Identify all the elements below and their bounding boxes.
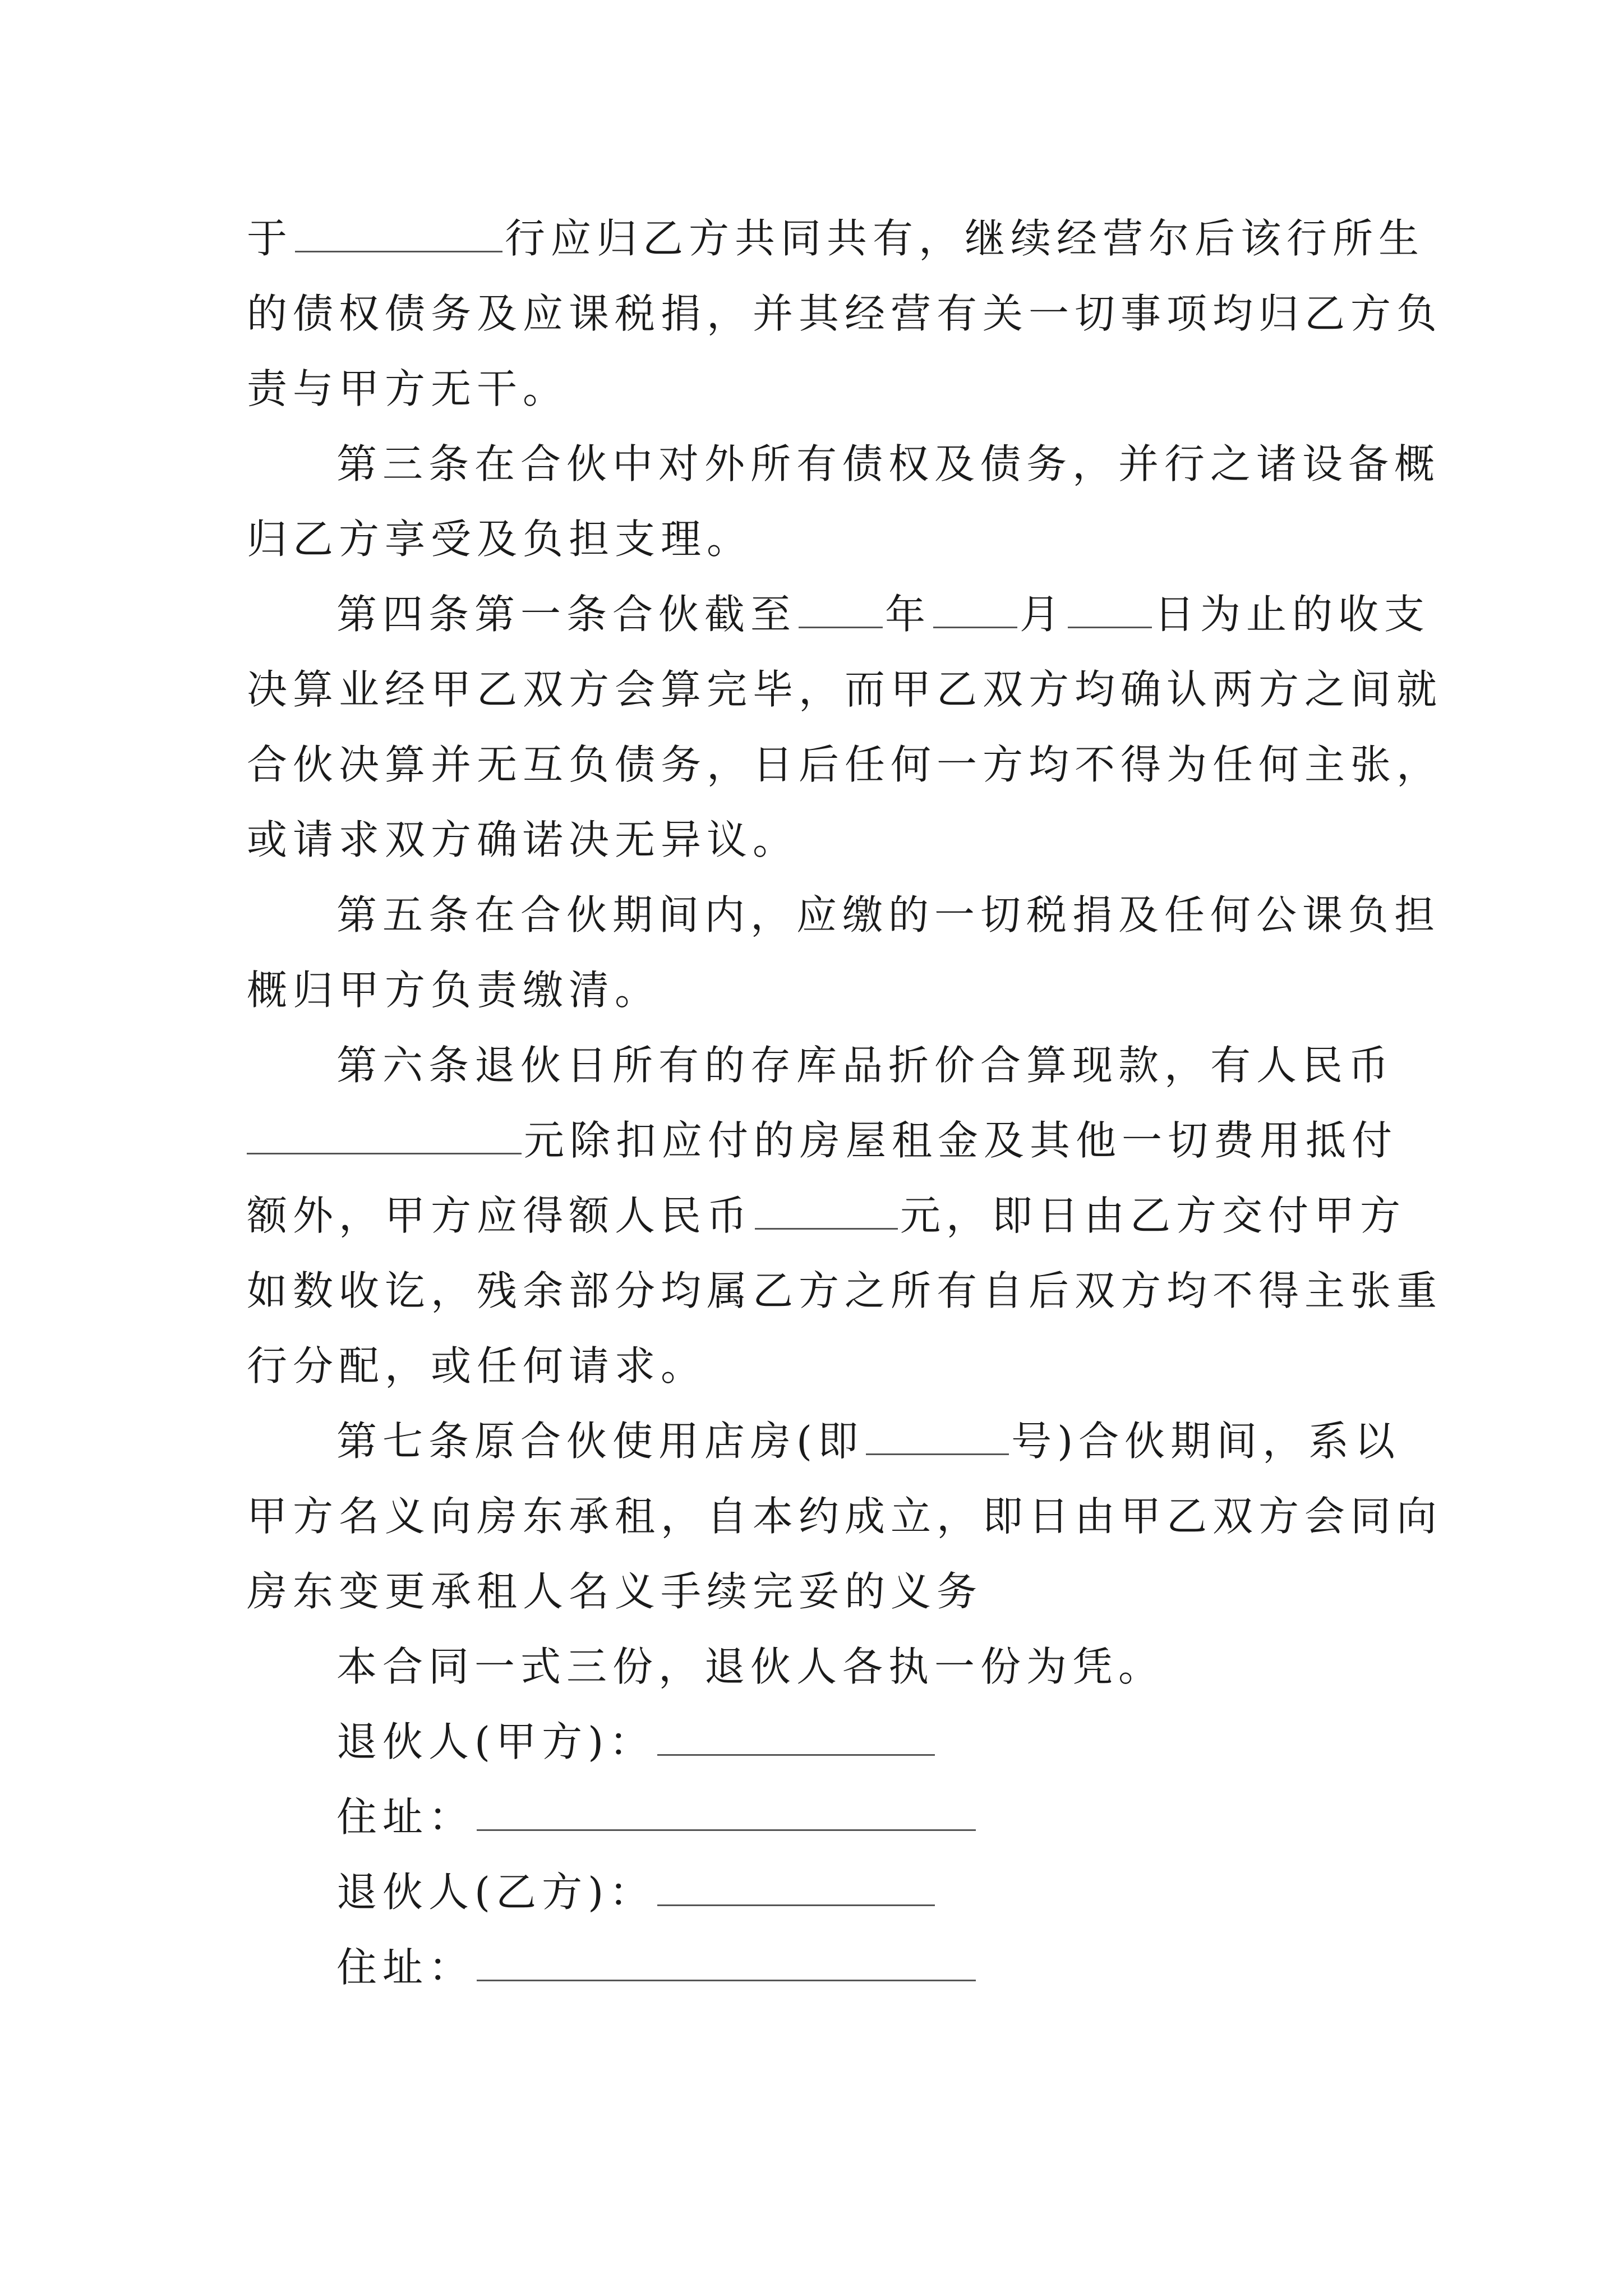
text-line <box>247 577 1431 652</box>
amount-blank <box>755 1194 898 1230</box>
document-body <box>247 201 1443 2005</box>
text-line: 行分配，或任何请求。 <box>247 1342 707 1389</box>
text-line: 归乙方享受及负担支理。 <box>247 516 753 563</box>
article-3 <box>247 426 1441 577</box>
text-line: 决算业经甲乙双方会算完毕，而甲乙双方均确认两方之间就 <box>247 666 1443 713</box>
party-b-label: 退伙人(乙方)： <box>336 1869 656 1916</box>
text-line <box>247 201 1425 276</box>
address-a-blank <box>477 1796 976 1831</box>
text-fragment: 月 <box>1020 591 1066 638</box>
text-fragment: 于 <box>247 215 293 262</box>
article-6 <box>247 1028 1443 1404</box>
article-7 <box>247 1404 1443 1629</box>
text-line: 甲方名义向房东承租，自本约成立，即日由甲乙双方会同向 <box>247 1493 1443 1540</box>
text-line: 如数收讫，残余部分均属乙方之所有自后双方均不得主张重 <box>247 1267 1443 1314</box>
text-fragment: 元除扣应付的房屋租金及其他一切费用抵付 <box>524 1117 1398 1164</box>
address-b-blank <box>477 1946 976 1981</box>
text-line: 责与甲方无干。 <box>247 365 569 412</box>
text-line: 合伙决算并无互负债务，日后任何一方均不得为任何主张， <box>247 741 1443 788</box>
address-b-label: 住址： <box>336 1944 475 1991</box>
fill-blank <box>295 217 502 252</box>
year-blank <box>799 593 883 628</box>
party-a-label: 退伙人(甲方)： <box>336 1718 656 1765</box>
party-b-signature-line <box>247 1855 1380 1930</box>
party-b-address-line <box>247 1930 1380 2005</box>
number-blank <box>866 1420 1009 1455</box>
amount-blank <box>247 1119 522 1154</box>
party-a-address-line <box>247 1779 1380 1855</box>
text-line <box>247 1103 1398 1178</box>
text-fragment: 日为止的收支 <box>1154 591 1431 638</box>
text-fragment: 年 <box>885 591 932 638</box>
address-a-label: 住址： <box>336 1793 475 1841</box>
text-line: 第六条退伙日所有的存库品折价合算现款，有人民币 <box>336 1042 1395 1089</box>
text-line <box>247 1178 1407 1253</box>
text-line <box>247 1404 1401 1479</box>
month-blank <box>933 593 1017 628</box>
text-fragment: 号)合伙期间，系以 <box>1011 1418 1401 1465</box>
paragraph-1 <box>247 201 1443 426</box>
signature-block <box>247 1704 1380 2005</box>
party-a-blank <box>657 1720 935 1756</box>
copies-clause <box>247 1629 1380 1704</box>
text-fragment: 行应归乙方共同共有，继续经营尔后该行所生 <box>505 215 1425 262</box>
text-line: 的债权债务及应课税捐，并其经营有关一切事项均归乙方负 <box>247 290 1443 337</box>
text-fragment: 元，即日由乙方交付甲方 <box>900 1192 1407 1239</box>
text-line: 概归甲方负责缴清。 <box>247 967 661 1014</box>
text-line: 第三条在合伙中对外所有债权及债务，并行之诸设备概 <box>336 440 1441 487</box>
text-line: 第五条在合伙期间内，应缴的一切税捐及任何公课负担 <box>336 891 1441 938</box>
text-line: 或请求双方确诺决无异议。 <box>247 816 799 863</box>
party-b-blank <box>657 1871 935 1906</box>
text-fragment: 第七条原合伙使用店房(即 <box>336 1418 864 1465</box>
text-line: 房东变更承租人名义手续完妥的义务 <box>247 1568 983 1615</box>
article-4 <box>247 577 1443 877</box>
party-a-signature-line <box>247 1704 1380 1779</box>
article-5 <box>247 877 1441 1028</box>
text-fragment: 第四条第一条合伙截至 <box>336 591 797 638</box>
text-fragment: 额外，甲方应得额人民币 <box>247 1192 753 1239</box>
day-blank <box>1068 593 1152 628</box>
text-line: 本合同一式三份，退伙人各执一份为凭。 <box>336 1643 1165 1690</box>
